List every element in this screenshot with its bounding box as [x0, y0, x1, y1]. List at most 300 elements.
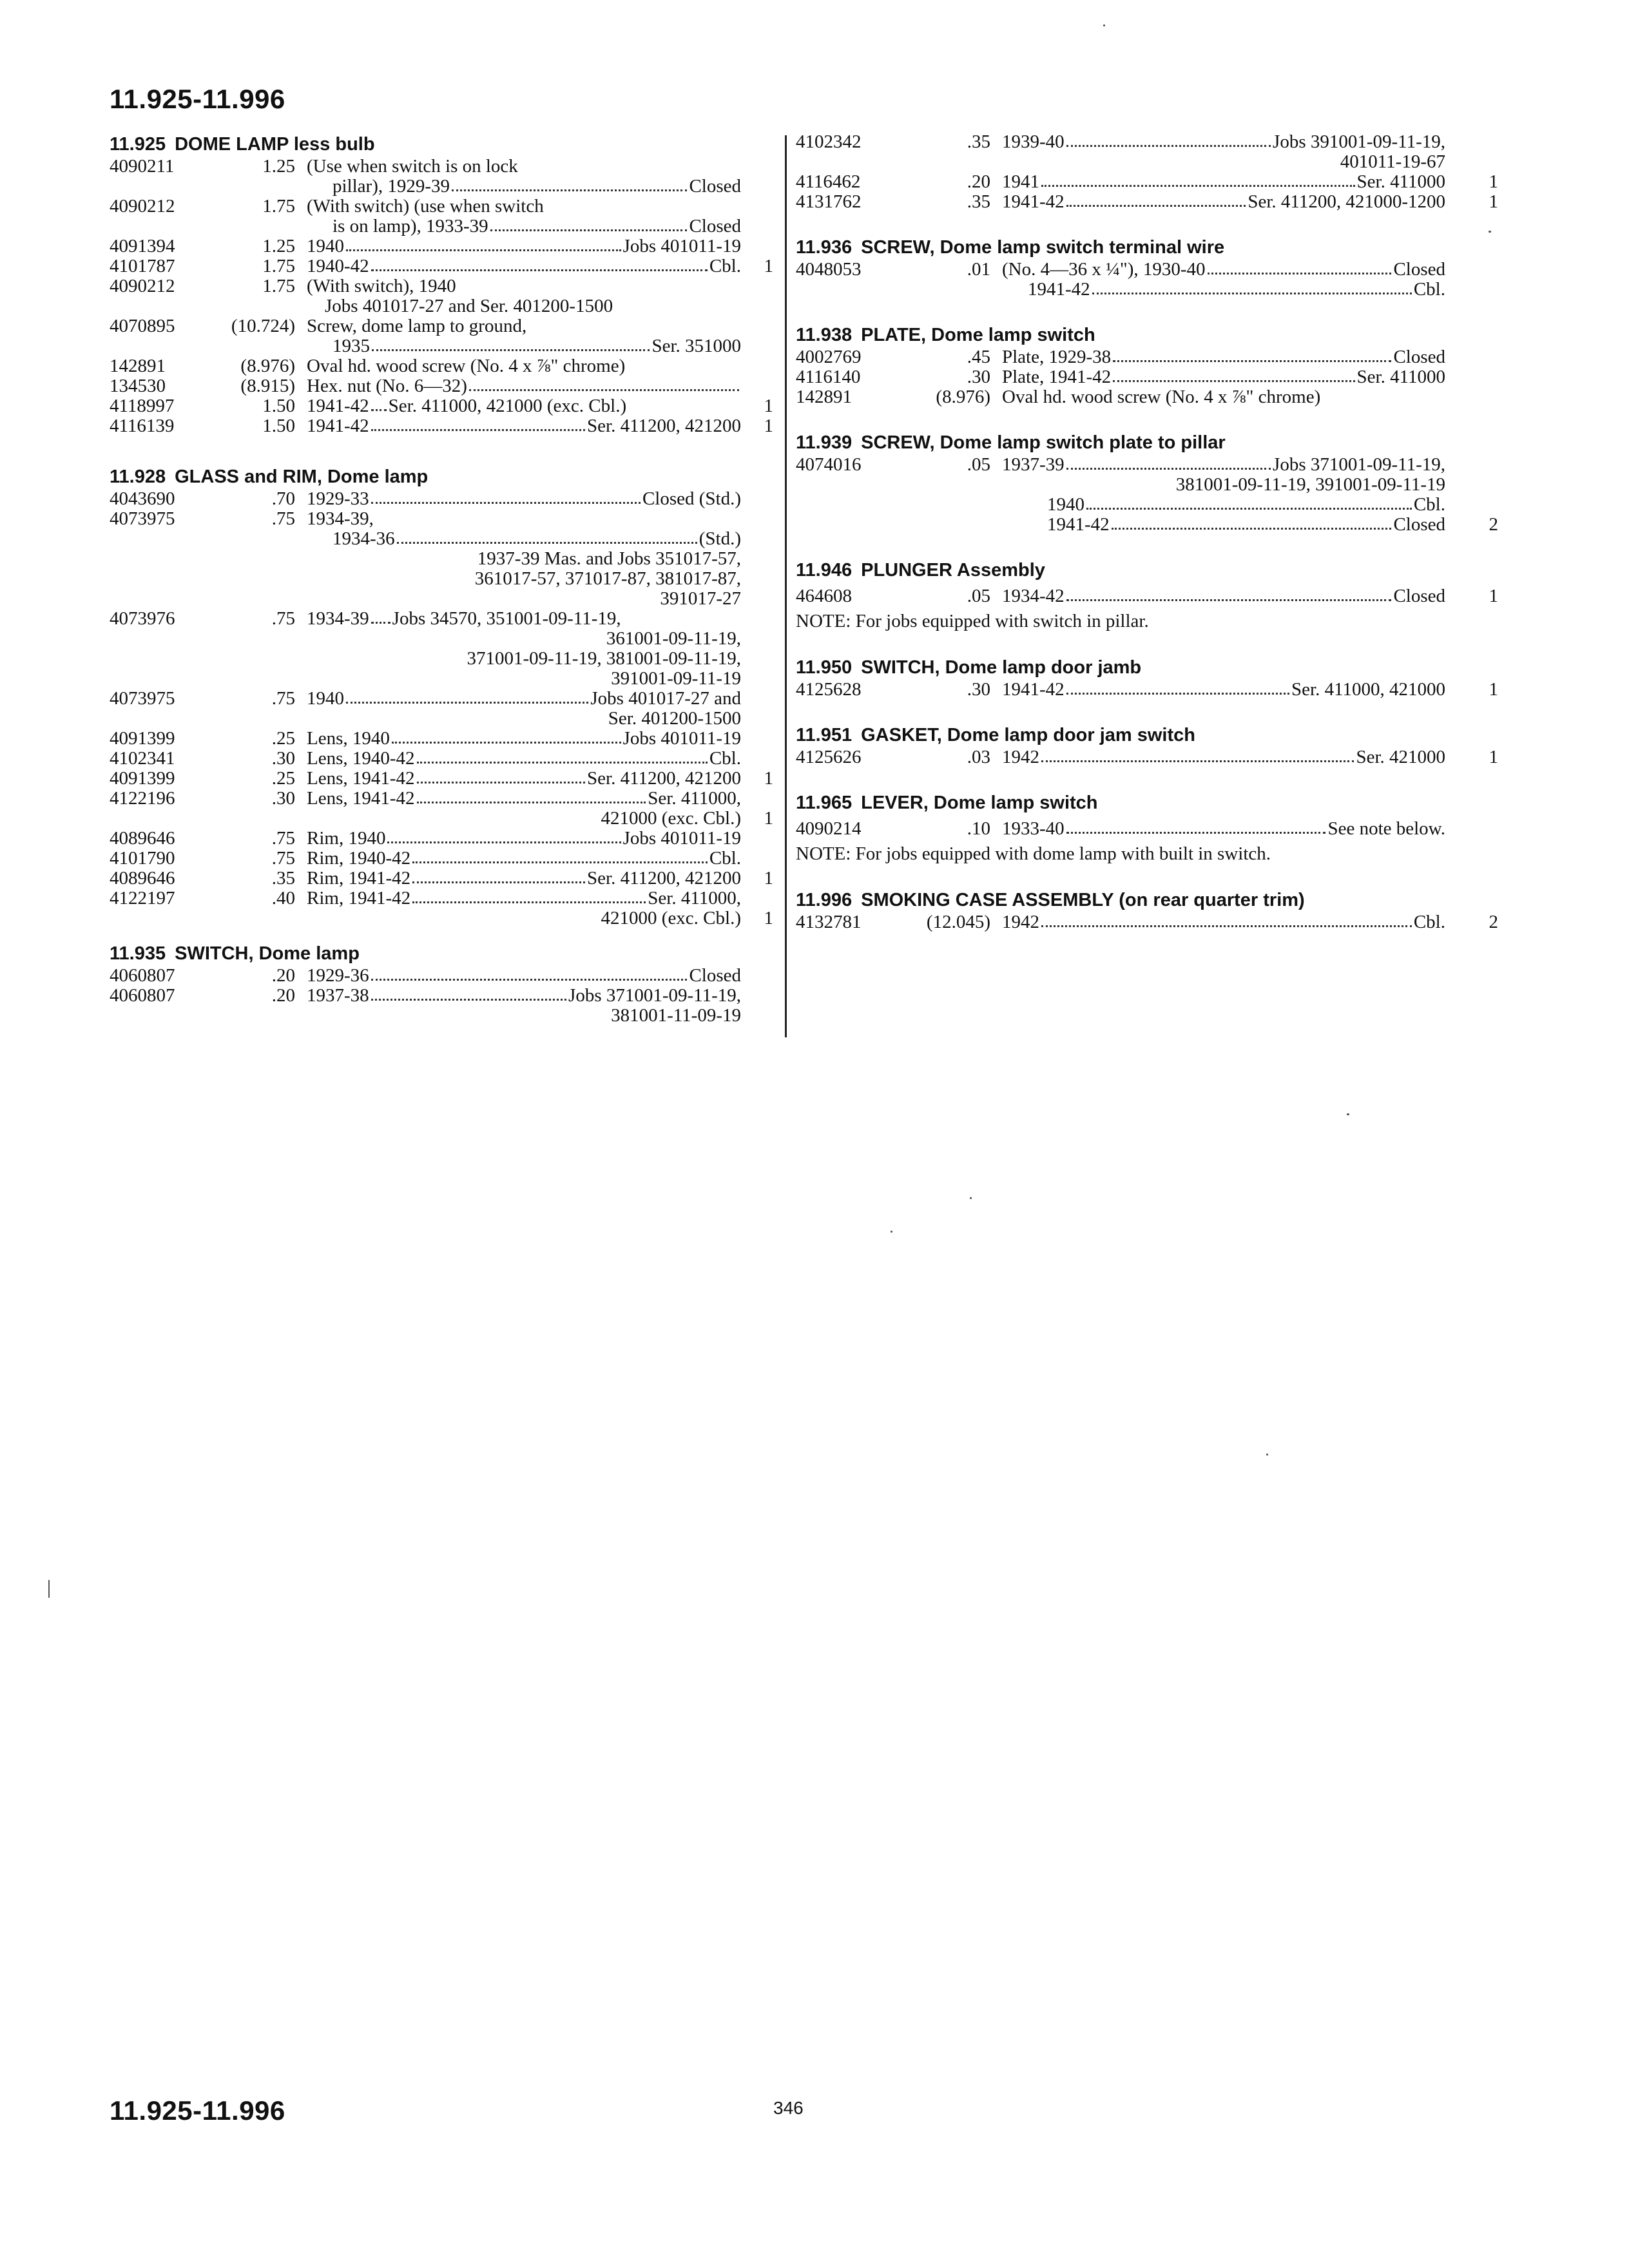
description [295, 869, 741, 889]
desc-ref: Closed (Std.) [642, 488, 741, 509]
section-11-996 [796, 888, 1498, 932]
desc-line: 371001-09-11-19, 381001-09-11-19, [467, 648, 741, 669]
parts-row [796, 260, 1498, 300]
section-heading [796, 430, 1498, 455]
price: .25 [271, 768, 295, 789]
price: .03 [967, 747, 990, 767]
desc-line: (Use when switch is on lock [307, 156, 518, 177]
desc-line [307, 236, 741, 256]
quantity: 2 [1489, 514, 1498, 535]
section-title: GASKET, Dome lamp door jam switch [861, 725, 1195, 745]
desc-ref: Closed [1393, 586, 1445, 606]
price: .35 [967, 191, 990, 212]
right-column [796, 132, 1498, 956]
dot-leader [1066, 192, 1246, 207]
section-number: 11.939 [796, 432, 853, 453]
description [990, 347, 1445, 367]
desc-line [307, 869, 741, 889]
price: .05 [967, 586, 990, 606]
dot-leader [1086, 495, 1412, 510]
part-number: 4122196 [110, 788, 175, 809]
desc-ref: Jobs 34570, 351001-09-11-19, [392, 608, 621, 629]
part-number: 4070895 [110, 316, 175, 336]
desc-text: 1940 [1047, 494, 1084, 515]
section-heading [110, 941, 773, 966]
dot-leader [1066, 132, 1271, 147]
section-11-950 [796, 655, 1498, 700]
parts-row [796, 455, 1498, 535]
desc-line [307, 529, 741, 549]
section-heading [796, 791, 1498, 815]
desc-line [1002, 680, 1445, 700]
desc-line [307, 177, 741, 197]
dot-leader [417, 789, 646, 803]
part-number: 4090212 [110, 196, 175, 216]
dot-leader [371, 256, 708, 271]
scan-speck [48, 1580, 50, 1598]
description [295, 789, 741, 829]
part-number: 4089646 [110, 828, 175, 849]
price: .75 [271, 828, 295, 849]
desc-text: 1941-42 [1002, 191, 1065, 212]
desc-text: 1933-40 [1002, 818, 1065, 839]
desc-ref: Jobs 401011-19 [622, 828, 741, 849]
desc-line [307, 849, 741, 869]
quantity: 1 [1489, 679, 1498, 700]
part-number: 142891 [796, 387, 852, 407]
desc-text: 1937-38 [307, 985, 369, 1006]
quantity: 1 [764, 868, 773, 889]
price: (8.976) [240, 356, 295, 376]
desc-line: 421000 (exc. Cbl.) [601, 908, 741, 928]
page-number: 346 [773, 2098, 804, 2118]
dot-leader [1113, 367, 1354, 382]
part-number: 4091394 [110, 236, 175, 256]
section-11-935 [110, 941, 773, 1026]
desc-ref: Ser. 411200, 421200 [587, 768, 741, 789]
parts-row [110, 197, 773, 236]
parts-row [110, 849, 773, 869]
price: 1.75 [262, 196, 295, 216]
desc-text: 1941 [1002, 171, 1039, 192]
quantity: 1 [764, 396, 773, 416]
desc-text: is on lamp), 1933-39 [333, 216, 488, 236]
price: .30 [967, 367, 990, 387]
desc-line: 361017-57, 371017-87, 381017-87, [474, 568, 741, 589]
desc-line: 381001-09-11-19, 391001-09-11-19 [1175, 474, 1445, 495]
parts-row [110, 769, 773, 789]
section-title: PLUNGER Assembly [861, 560, 1045, 581]
dot-leader [371, 966, 688, 981]
desc-ref: Closed [1393, 347, 1445, 367]
section-heading [796, 558, 1498, 582]
part-number: 4073976 [110, 608, 175, 629]
description [295, 197, 741, 236]
desc-line [307, 416, 741, 436]
parts-row [110, 986, 773, 1026]
desc-line: 391017-27 [660, 588, 741, 609]
price: 1.75 [262, 256, 295, 276]
desc-line [1002, 495, 1445, 515]
section-number: 11.938 [796, 325, 853, 345]
price: (8.976) [936, 387, 990, 407]
dot-leader [371, 396, 387, 411]
section-number: 11.951 [796, 725, 853, 745]
desc-text: 1929-33 [307, 488, 369, 509]
price: .30 [271, 788, 295, 809]
parts-row [110, 869, 773, 889]
desc-line [307, 336, 741, 356]
desc-ref: See note below. [1327, 818, 1445, 839]
parts-row [110, 316, 773, 356]
desc-text: pillar), 1929-39 [333, 176, 450, 197]
desc-ref: Ser. 411000, [648, 888, 741, 908]
parts-row [110, 889, 773, 928]
dot-leader [387, 829, 621, 843]
desc-ref: (Std.) [699, 528, 741, 549]
section-11-946 [796, 558, 1498, 632]
description [295, 276, 741, 316]
parts-row [110, 489, 773, 509]
price: (10.724) [231, 316, 295, 336]
dot-leader [490, 216, 688, 231]
dot-leader [371, 986, 566, 1001]
parts-row [796, 586, 1498, 606]
dot-leader [417, 749, 708, 764]
price: 1.25 [262, 236, 295, 256]
price: .75 [271, 608, 295, 629]
parts-row [110, 729, 773, 749]
section-number: 11.950 [796, 657, 853, 678]
description [295, 749, 741, 769]
desc-line [307, 489, 741, 509]
description [295, 849, 741, 869]
description [990, 455, 1445, 535]
section-title: GLASS and RIM, Dome lamp [175, 466, 429, 487]
desc-line: 401011-19-67 [1340, 151, 1445, 172]
price: .75 [271, 688, 295, 709]
desc-line [307, 609, 741, 629]
description [295, 729, 741, 749]
part-number: 134530 [110, 376, 166, 396]
section-11-925 [110, 132, 773, 436]
description [295, 416, 741, 436]
parts-row [796, 172, 1498, 192]
section-11-951 [796, 723, 1498, 767]
part-number: 4102341 [110, 748, 175, 769]
desc-line [1002, 515, 1445, 535]
desc-text: 1934-36 [333, 528, 395, 549]
desc-ref: Ser. 411000 [1356, 171, 1445, 192]
parts-row [796, 387, 1498, 407]
scan-speck [1489, 231, 1491, 233]
dot-leader [392, 729, 621, 744]
desc-line [307, 966, 741, 986]
section-number: 11.946 [796, 560, 853, 581]
parts-row [110, 256, 773, 276]
desc-ref: Ser. 411000, 421000 (exc. Cbl.) [388, 396, 627, 416]
desc-line [1002, 455, 1445, 475]
part-number: 4060807 [110, 965, 175, 986]
section-heading [796, 323, 1498, 347]
dot-leader [371, 416, 585, 431]
part-number: 4043690 [110, 488, 175, 509]
part-number: 4132781 [796, 912, 862, 932]
price: .35 [967, 131, 990, 152]
desc-text: Plate, 1941-42 [1002, 367, 1112, 387]
desc-ref: Jobs 391001-09-11-19, [1273, 131, 1445, 152]
part-number: 4048053 [796, 259, 862, 280]
part-number: 4125628 [796, 679, 862, 700]
desc-text: Lens, 1940 [307, 728, 390, 749]
desc-ref: Closed [689, 965, 741, 986]
section-heading [796, 655, 1498, 680]
desc-text: 1940 [307, 236, 344, 256]
desc-line [1002, 280, 1445, 300]
section-number: 11.928 [110, 466, 166, 487]
desc-line [307, 256, 741, 276]
description [295, 609, 741, 689]
description [295, 157, 741, 197]
desc-line [1002, 172, 1445, 192]
section-11-965 [796, 791, 1498, 865]
part-number: 4116139 [110, 416, 175, 436]
dot-leader [412, 889, 646, 903]
desc-line: 391001-09-11-19 [611, 668, 741, 689]
price: .01 [967, 259, 990, 280]
section-note: NOTE: For jobs equipped with switch in pillar. [796, 611, 1149, 631]
part-number: 4073975 [110, 688, 175, 709]
dot-leader [412, 869, 585, 883]
desc-line [307, 689, 741, 709]
desc-ref: Closed [1393, 259, 1445, 280]
description [295, 256, 741, 276]
price: .30 [271, 748, 295, 769]
section-number: 11.965 [796, 793, 853, 813]
quantity: 1 [764, 768, 773, 789]
desc-line: 421000 (exc. Cbl.) [601, 808, 741, 829]
desc-text: 1941-42 [1002, 679, 1065, 700]
desc-text: Lens, 1940-42 [307, 748, 415, 769]
part-number: 4060807 [110, 985, 175, 1006]
desc-line [307, 396, 741, 416]
price: .10 [967, 818, 990, 839]
part-number: 142891 [110, 356, 166, 376]
desc-ref: Jobs 401011-19 [622, 728, 741, 749]
description [295, 986, 741, 1026]
part-number: 4101787 [110, 256, 175, 276]
description [295, 316, 741, 356]
desc-ref: Closed [689, 216, 741, 236]
part-number: 4090212 [110, 276, 175, 296]
price: .20 [271, 965, 295, 986]
description [990, 367, 1445, 387]
price: 1.75 [262, 276, 295, 296]
dot-leader [1112, 515, 1392, 530]
price: 1.50 [262, 416, 295, 436]
section-number: 11.996 [796, 890, 853, 910]
dot-leader [1092, 280, 1412, 294]
section-title: SWITCH, Dome lamp [175, 943, 360, 964]
desc-line [1002, 347, 1445, 367]
section-11-935-continued [796, 132, 1498, 212]
description [990, 192, 1445, 212]
desc-text: Hex. nut (No. 6—32) [307, 376, 467, 396]
dot-leader [1041, 172, 1355, 187]
section-title: DOME LAMP less bulb [175, 134, 375, 155]
desc-line: Oval hd. wood screw (No. 4 x ⅞" chrome) [307, 356, 626, 376]
parts-row [796, 192, 1498, 212]
price: (8.915) [240, 376, 295, 396]
section-title: LEVER, Dome lamp switch [861, 793, 1098, 813]
description [990, 260, 1445, 300]
part-number: 4102342 [796, 131, 862, 152]
description [295, 689, 741, 729]
quantity: 2 [1489, 912, 1498, 932]
parts-row [796, 132, 1498, 172]
dot-leader [371, 609, 390, 624]
section-title: SCREW, Dome lamp switch plate to pillar [861, 432, 1226, 453]
desc-line [307, 729, 741, 749]
desc-text: Plate, 1929-38 [1002, 347, 1112, 367]
description [295, 356, 741, 376]
parts-row [796, 747, 1498, 767]
desc-line [1002, 260, 1445, 280]
desc-line: (With switch), 1940 [307, 276, 456, 296]
description [990, 912, 1445, 932]
desc-ref: Ser. 411000 [1356, 367, 1445, 387]
description [295, 889, 741, 928]
desc-text: 1934-39 [307, 608, 369, 629]
price: .35 [271, 868, 295, 889]
desc-text: Lens, 1941-42 [307, 768, 415, 789]
desc-ref: Jobs 371001-09-11-19, [1273, 454, 1445, 475]
dot-leader [1066, 680, 1289, 695]
desc-text: 1942 [1002, 747, 1039, 767]
description [990, 680, 1445, 700]
dot-leader [1066, 455, 1271, 470]
desc-line [1002, 819, 1445, 839]
price: .75 [271, 848, 295, 869]
desc-ref: Cbl. [1413, 912, 1445, 932]
part-number: 4074016 [796, 454, 862, 475]
desc-ref: Cbl. [709, 848, 741, 869]
parts-row [110, 396, 773, 416]
description [295, 376, 741, 396]
desc-line [307, 789, 741, 809]
price: .25 [271, 728, 295, 749]
section-11-938 [796, 323, 1498, 407]
desc-line [1002, 747, 1445, 767]
part-number: 4122197 [110, 888, 175, 908]
desc-line [307, 829, 741, 849]
desc-ref: Jobs 371001-09-11-19, [568, 985, 741, 1006]
description [295, 966, 741, 986]
dot-leader [1113, 347, 1391, 362]
section-heading [796, 723, 1498, 747]
dot-leader [1208, 260, 1392, 274]
desc-text: 1940 [307, 688, 344, 709]
desc-ref: Cbl. [709, 256, 741, 276]
desc-line [307, 749, 741, 769]
parts-row [796, 347, 1498, 367]
quantity: 1 [764, 908, 773, 928]
part-number: 4090211 [110, 156, 175, 177]
parts-row [110, 356, 773, 376]
desc-ref: Ser. 411200, 421000-1200 [1248, 191, 1445, 212]
section-11-928 [110, 465, 773, 928]
desc-text: 1939-40 [1002, 131, 1065, 152]
quantity: 1 [1489, 586, 1498, 606]
dot-leader [397, 529, 697, 544]
desc-text: 1941-42 [1047, 514, 1110, 535]
part-number: 4002769 [796, 347, 862, 367]
description [990, 819, 1445, 839]
desc-line [307, 769, 741, 789]
section-heading [796, 235, 1498, 260]
desc-text: Lens, 1941-42 [307, 788, 415, 809]
desc-text: 1941-42 [307, 416, 369, 436]
desc-ref: Closed [1393, 514, 1445, 535]
desc-ref: Ser. 421000 [1356, 747, 1445, 767]
part-number: 4090214 [796, 818, 862, 839]
desc-text: 1941-42 [307, 396, 369, 416]
part-number: 4116140 [796, 367, 861, 387]
part-number: 4091399 [110, 768, 175, 789]
section-heading [110, 465, 773, 489]
desc-line: Jobs 401017-27 and Ser. 401200-1500 [325, 296, 613, 316]
desc-line: Ser. 401200-1500 [608, 708, 741, 729]
desc-text: (No. 4—36 x ¼"), 1930-40 [1002, 259, 1206, 280]
description [295, 396, 741, 416]
desc-line [307, 986, 741, 1006]
price: .05 [967, 454, 990, 475]
part-number: 464608 [796, 586, 852, 606]
scan-speck [891, 1231, 892, 1233]
quantity: 1 [764, 256, 773, 276]
part-number: 4101790 [110, 848, 175, 869]
part-number: 4131762 [796, 191, 862, 212]
desc-ref: Ser. 411000, [648, 788, 741, 809]
dot-leader [1041, 747, 1354, 762]
dot-leader [346, 689, 588, 704]
dot-leader [469, 376, 739, 391]
parts-row [110, 276, 773, 316]
price: .70 [271, 488, 295, 509]
price: .20 [271, 985, 295, 1006]
parts-row [796, 680, 1498, 700]
desc-text: 1937-39 [1002, 454, 1065, 475]
desc-line [307, 889, 741, 908]
section-heading [110, 132, 773, 157]
quantity: 1 [764, 808, 773, 829]
desc-ref: Cbl. [709, 748, 741, 769]
desc-text: 1935 [333, 336, 370, 356]
desc-line [1002, 912, 1445, 932]
desc-ref: Jobs 401017-27 and [590, 688, 741, 709]
desc-text: Rim, 1940-42 [307, 848, 411, 869]
price: 1.25 [262, 156, 295, 177]
desc-text: Rim, 1940 [307, 828, 386, 849]
desc-text: 1941-42 [1028, 279, 1090, 300]
part-number: 4089646 [110, 868, 175, 889]
price: .40 [271, 888, 295, 908]
desc-line: Oval hd. wood screw (No. 4 x ⅞" chrome) [1002, 387, 1321, 407]
desc-ref: Cbl. [1413, 494, 1445, 515]
desc-text: 1940-42 [307, 256, 369, 276]
quantity: 1 [1489, 171, 1498, 192]
dot-leader [346, 236, 621, 251]
